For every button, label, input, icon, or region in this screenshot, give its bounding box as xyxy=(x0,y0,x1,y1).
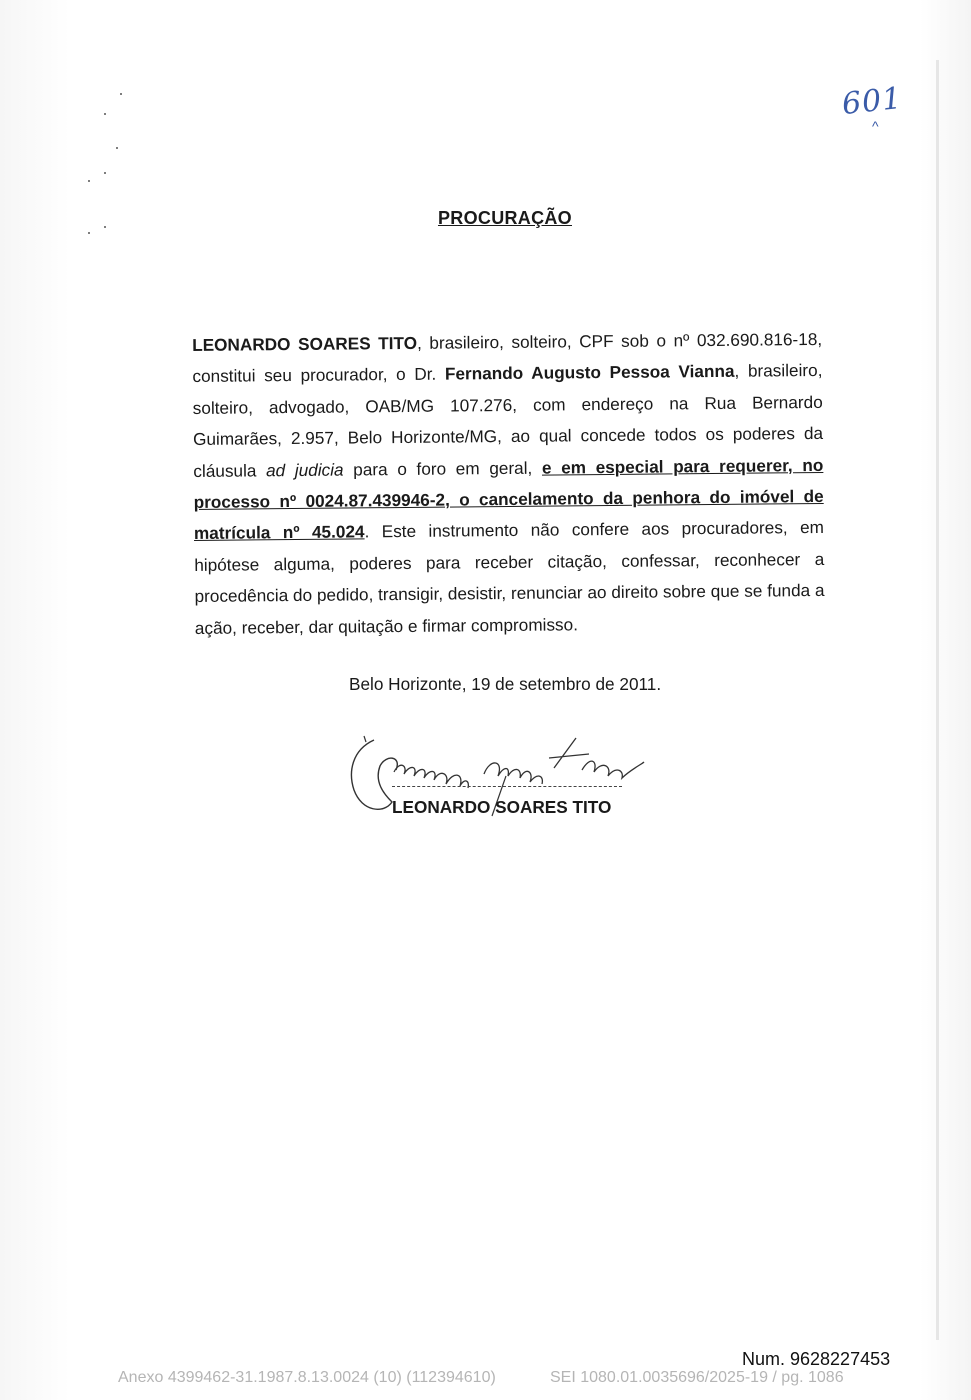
signer-name: LEONARDO SOARES TITO xyxy=(392,797,612,817)
special-power-clause: e em especial para requerer, no processo nº 0024.87.439946-2, o cancelamento da penhora do imóvel de matrícula nº 45.024 xyxy=(193,454,824,544)
document-number: Num. 9628227453 xyxy=(742,1349,891,1369)
body-text-1: , brasileiro, solteiro, CPF sob o nº 032.690.816-18, constitui seu procurador, o Dr. xyxy=(192,328,823,387)
grantor-name: LEONARDO SOARES TITO xyxy=(192,332,418,355)
scan-edge xyxy=(936,60,939,1340)
footer-annex-reference: Anexo 4399462-31.1987.8.13.0024 (10) (112394610) xyxy=(118,1369,496,1386)
handwritten-caret: ^ xyxy=(872,118,879,134)
body-text-3: para o foro em geral, xyxy=(343,457,543,480)
document-title: PROCURAÇÃO xyxy=(437,208,572,228)
handwritten-page-number: 601 xyxy=(840,80,904,123)
footer-sei-reference: SEI 1080.01.0035696/2025-19 / pg. 1086 xyxy=(550,1369,844,1386)
place-and-date: Belo Horizonte, 19 de setembro de 2011. xyxy=(349,674,662,694)
power-of-attorney-text xyxy=(192,324,825,644)
attorney-name: Fernando Augusto Pessoa Vianna xyxy=(444,361,735,384)
body-text-2: , brasileiro, solteiro, advogado, OAB/MG 107.276, com endereço na Rua Bernardo Guimarães, 2.957, Belo Horizonte/MG, ao qual concede todos os poderes da cláusula xyxy=(192,360,824,481)
signature-line xyxy=(392,786,622,787)
body-text-4: . Este instrumento não confere aos procuradores, em hipótese alguma, poderes para receber citação, confessar, reconhecer a procedência do pedido, transigir, desistir, renunciar ao direito sobre que se funda a ação, receber, dar quitação e firmar compromisso. xyxy=(194,517,825,638)
latin-term: ad judicia xyxy=(265,459,344,480)
